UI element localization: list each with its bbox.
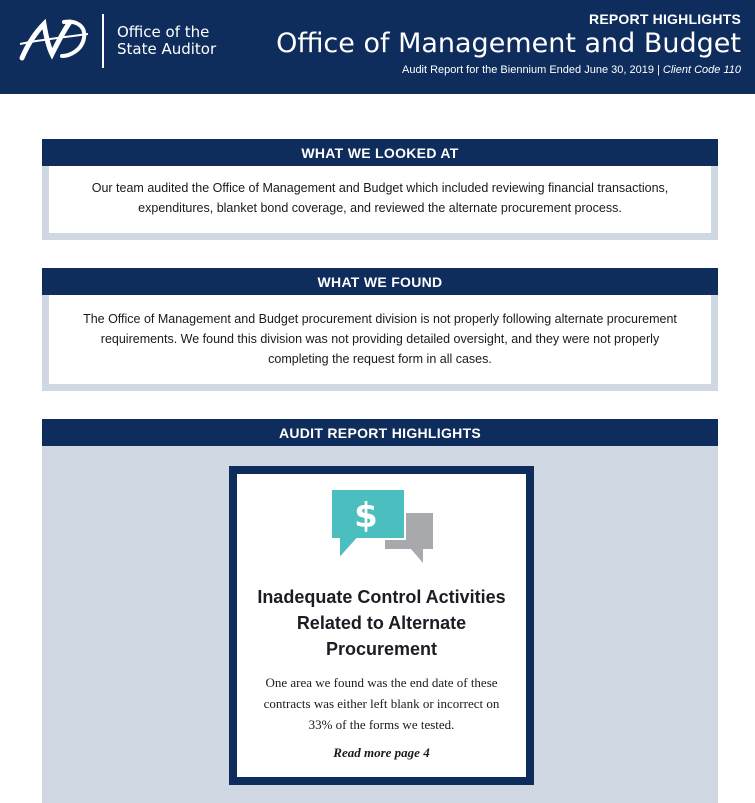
section-heading: WHAT WE LOOKED AT: [42, 139, 718, 166]
highlight-title-line: Procurement: [325, 639, 438, 659]
highlight-title: [237, 584, 526, 662]
highlight-description: [251, 672, 512, 735]
nd-state-logo-icon: [18, 14, 90, 64]
section-text-line: completing the request form in all cases.: [268, 352, 492, 366]
section-heading: WHAT WE FOUND: [42, 268, 718, 295]
what-we-found-section: [42, 268, 718, 391]
section-body: [49, 295, 711, 384]
audit-report-highlights-section: [42, 419, 718, 803]
section-text-line: requirements. We found this division was not providing detailed oversight, and they were not properly: [100, 332, 660, 346]
highlight-card: [229, 466, 534, 785]
office-name: [117, 24, 216, 58]
highlight-text-line: One area we found was the end date of these: [265, 675, 498, 690]
highlight-text-line: contracts was either left blank or incorrect on: [263, 696, 500, 711]
logo-divider: [102, 14, 104, 68]
office-name-line1: Office of the: [117, 23, 210, 41]
read-more-link[interactable]: Read more page 4: [333, 745, 430, 760]
office-name-line2: State Auditor: [117, 40, 217, 58]
money-chat-bubbles-icon: [329, 487, 437, 569]
dollar-sign: $: [354, 496, 378, 536]
highlight-title-line: Related to Alternate: [296, 613, 467, 633]
highlight-card-content: [237, 474, 526, 777]
report-subtitle: [402, 64, 741, 76]
subtitle-separator: |: [657, 64, 660, 76]
section-heading: AUDIT REPORT HIGHLIGHTS: [42, 419, 718, 446]
client-code: Client Code 110: [662, 64, 741, 76]
section-body: [49, 166, 711, 233]
biennium-text: Audit Report for the Biennium Ended June 30, 2019: [401, 64, 654, 76]
report-header: [0, 0, 755, 94]
section-text-line: The Office of Management and Budget procurement division is not properly following alternate procurement: [83, 312, 677, 326]
section-text-line: expenditures, blanket bond coverage, and reviewed the alternate procurement process.: [138, 201, 622, 215]
report-highlights-label: REPORT HIGHLIGHTS: [589, 11, 741, 27]
highlight-title-line: Inadequate Control Activities: [257, 587, 506, 607]
what-we-looked-at-section: [42, 139, 718, 240]
highlight-text-line: 33% of the forms we tested.: [308, 717, 455, 732]
page-title: Office of Management and Budget: [276, 28, 741, 59]
section-text-line: Our team audited the Office of Management and Budget which included reviewing financial transactions,: [91, 181, 669, 195]
